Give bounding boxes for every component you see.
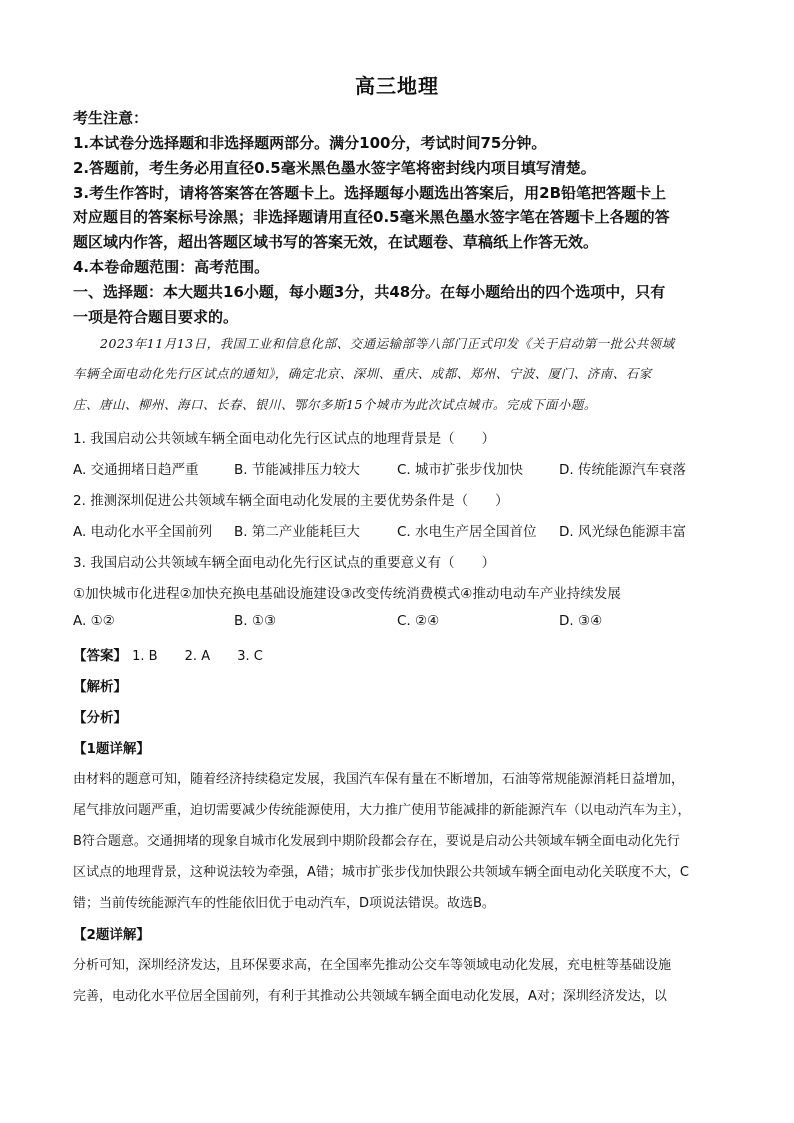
detail-1-line: 由材料的题意可知，随着经济持续稳定发展，我国汽车保有量在不断增加，石油等常规能源消耗日益增加， <box>73 772 685 787</box>
material-line: 车辆全面电动化先行区试点的通知》，确定北京、深圳、重庆、成都、郑州、宁波、厦门、济南、石家 <box>73 366 652 381</box>
question-1-stem: 1. 我国启动公共领域车辆全面电动化先行区试点的地理背景是（ ） <box>73 431 496 447</box>
notice-item: 2.答题前，考生务必用直径0.5毫米黑色墨水签字笔将密封线内项目填写清楚。 <box>73 159 596 177</box>
material-line: 庄、唐山、柳州、海口、长春、银川、鄂尔多斯15个城市为此次试点城市。完成下面小题。 <box>73 397 597 412</box>
question-1-option-d: D. 传统能源汽车衰落 <box>559 462 686 478</box>
question-3-stem: 3. 我国启动公共领域车辆全面电动化先行区试点的重要意义有（ ） <box>73 555 496 571</box>
detail-2-label: 【2题详解】 <box>73 927 150 943</box>
question-3-option-c: C. ②④ <box>397 613 440 629</box>
answer-value: 2. A <box>184 649 211 664</box>
notice-item: 4.本卷命题范围：高考范围。 <box>73 258 270 276</box>
answer-value: 3. C <box>237 649 263 664</box>
notice-item: 对应题目的答案标号涂黑；非选择题请用直径0.5毫米黑色墨水签字笔在答题卡上各题的答 <box>73 208 670 226</box>
answer-row <box>73 644 285 664</box>
question-2-stem: 2. 推测深圳促进公共领域车辆全面电动化发展的主要优势条件是（ ） <box>73 493 509 509</box>
question-2-option-d: D. 风光绿色能源丰富 <box>559 524 686 540</box>
question-3-statements: ①加快城市化进程②加快充换电基础设施建设③改变传统消费模式④推动电动车产业持续发展 <box>73 586 621 602</box>
question-2-option-b: B. 第二产业能耗巨大 <box>234 524 360 540</box>
detail-1-line: B符合题意。交通拥堵的现象自城市化发展到中期阶段都会存在，要说是启动公共领域车辆全面电动化先行 <box>73 834 680 849</box>
notice-item: 题区域内作答，超出答题区域书写的答案无效，在试题卷、草稿纸上作答无效。 <box>73 233 599 251</box>
breakdown-label: 【分析】 <box>73 710 127 726</box>
question-1-option-c: C. 城市扩张步伐加快 <box>397 462 524 478</box>
question-3-option-d: D. ③④ <box>559 613 603 629</box>
detail-2-line: 完善，电动化水平位居全国前列，有利于其推动公共领域车辆全面电动化发展，A对；深圳经济发达，以 <box>73 989 667 1004</box>
detail-1-line: 尾气排放问题严重，迫切需要减少传统能源使用，大力推广使用节能减排的新能源汽车（以电动汽车为主）， <box>73 803 691 818</box>
detail-1-line: 错；当前传统能源汽车的性能依旧优于电动汽车，D项说法错误。故选B。 <box>73 896 495 911</box>
answer-value: 1. B <box>132 649 158 664</box>
question-1-option-b: B. 节能减排压力较大 <box>234 462 360 478</box>
section-heading-line2: 一项是符合题目要求的。 <box>73 308 239 326</box>
analysis-label: 【解析】 <box>73 679 127 695</box>
question-1-option-a: A. 交通拥堵日趋严重 <box>73 462 199 478</box>
page-title: 高三地理 <box>355 74 439 98</box>
notice-item: 1.本试卷分选择题和非选择题两部分。满分100分，考试时间75分钟。 <box>73 134 547 152</box>
question-3-option-b: B. ①③ <box>234 613 277 629</box>
detail-1-line: 区试点的地理背景，这种说法较为牵强，A错；城市扩张步伐加快跟公共领域车辆全面电动化关联度不大，C <box>73 865 689 880</box>
question-2-option-c: C. 水电生产居全国首位 <box>397 524 537 540</box>
question-2-option-a: A. 电动化水平全国前列 <box>73 524 213 540</box>
material-line: 2023年11月13日，我国工业和信息化部、交通运输部等八部门正式印发《关于启动第一批公共领域 <box>100 336 675 351</box>
answer-label: 【答案】 <box>73 648 127 664</box>
section-heading-line1: 一、选择题：本大题共16小题，每小题3分，共48分。在每小题给出的四个选项中，只有 <box>73 283 666 301</box>
question-3-option-a: A. ①② <box>73 613 115 629</box>
detail-2-line: 分析可知，深圳经济发达，且环保要求高，在全国率先推动公交车等领域电动化发展，充电桩等基础设施 <box>73 958 672 973</box>
detail-1-label: 【1题详解】 <box>73 741 150 757</box>
notice-item: 3.考生作答时，请将答案答在答题卡上。选择题每小题选出答案后，用2B铅笔把答题卡上 <box>73 184 667 202</box>
notice-heading: 考生注意： <box>73 109 149 127</box>
